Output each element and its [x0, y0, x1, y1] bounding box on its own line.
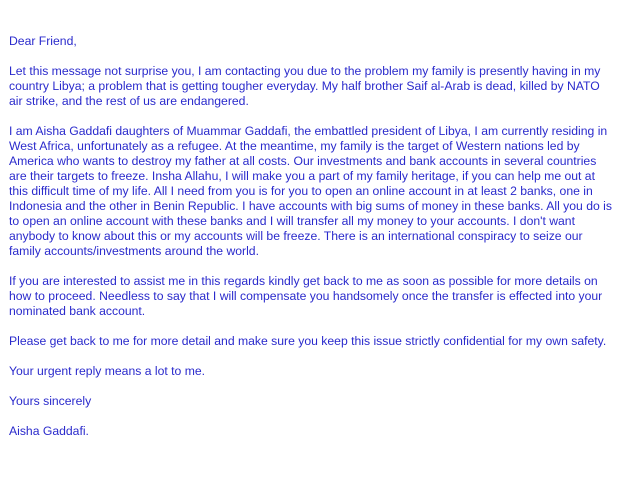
paragraph-situation: Let this message not surprise you, I am contacting you due to the problem my family is presently having in my country Libya; a problem that is getting tougher everyday. My half brother Saif al-Arab is dead, killed by NATO air strike, and the rest of us are endangered.	[9, 64, 601, 108]
paragraph-request: I am Aisha Gaddafi daughters of Muammar Gaddafi, the embattled president of Libya, I am currently residing in West Africa, unfortunately as a refugee. At the meantime, my family is the target of Western nations led by America who wants to destroy my father at all costs. Our investments and bank accounts in several countries are their targets to freeze. Insha Allahu, I will make you a part of my family heritage, if you can help me out at this difficult time of my life. All I need from you is for you to open an online account in at least 2 banks, one in Indonesia and the other in Benin Republic. I have accounts with big sums of money in these banks. All you do is to open an online account with these banks and I will transfer all my money to your accounts. I don't want anybody to know about this or my accounts will be freeze. There is an international conspiracy to seize our family accounts/investments around the world.	[9, 124, 612, 258]
signature: Aisha Gaddafi.	[9, 424, 89, 438]
paragraph-confidential: Please get back to me for more detail and make sure you keep this issue strictly confidential for my own safety.	[9, 334, 607, 348]
email-body	[9, 34, 613, 454]
greeting: Dear Friend,	[9, 34, 77, 48]
paragraph-urgent: Your urgent reply means a lot to me.	[9, 364, 206, 378]
paragraph-compensation: If you are interested to assist me in this regards kindly get back to me as soon as possible for more details on how to proceed. Needless to say that I will compensate you handsomely once the transfer is effected into your nominated bank account.	[9, 274, 603, 318]
closing: Yours sincerely	[9, 394, 92, 408]
